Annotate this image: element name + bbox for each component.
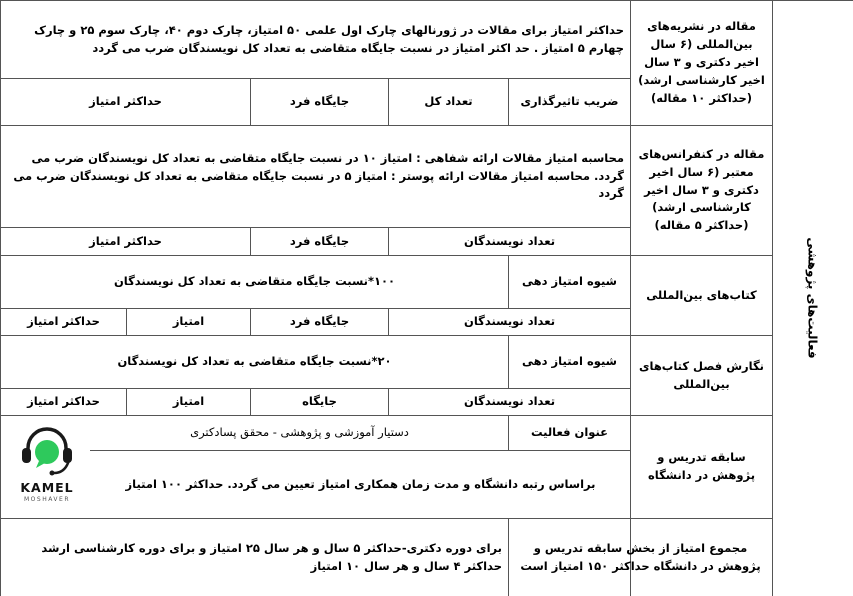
books-title: کتاب‌های بین‌المللی — [646, 287, 757, 302]
teaching-description: براساس رتبه دانشگاه و مدت زمان همکاری امتیاز تعیین می گردد. حداکثر ۱۰۰ امتیاز — [125, 476, 596, 491]
chapters-header-score: امتیاز — [172, 394, 205, 409]
chapters-header-max-score: حداکثر امتیاز — [27, 394, 100, 409]
books-method-value: ۱۰۰*نسبت جایگاه متقاضی به تعداد کل نویسندگان — [113, 274, 396, 289]
headset-chat-icon — [8, 418, 86, 480]
teaching-activity-label: عنوان فعالیت — [530, 425, 609, 440]
total-description: برای دوره دکتری-حداکثر ۵ سال و هر سال ۲۵ امتیاز و برای دوره کارشناسی ارشد حداکثر ۴ سال و هر سال ۱۰ امتیاز — [41, 540, 502, 573]
conferences-description: محاسبه امتیاز مقالات ارائه شفاهی : امتیاز ۱۰ در نسبت جایگاه متقاضی به تعداد کل نویسندگان ضرب می گردد. محاسبه امتیاز مقالات ارائه پوستر : امتیاز ۵ در نسبت جایگاه متقاضی به تعداد کل نویسندگان ضرب می گردد — [13, 150, 624, 201]
books-header-score: امتیاز — [172, 314, 205, 329]
journals-header-total: تعداد کل — [424, 94, 473, 109]
logo-subtitle: MOSHAVER — [23, 496, 70, 503]
chapters-header-authors: تعداد نویسندگان — [464, 394, 556, 409]
journals-header-position: جایگاه فرد — [289, 94, 350, 109]
conferences-header-position: جایگاه فرد — [289, 233, 350, 248]
kamel-logo — [8, 418, 86, 514]
journals-description: حداکثر امتیاز برای مقالات در ژورنالهای چارک اول علمی ۵۰ امتیاز، چارک دوم ۴۰، چارک سوم ۲۵ و چارک چهارم ۵ امتیاز . حد اکثر امتیاز در نسبت جایگاه متقاضی به تعداد کل نویسندگان ضرب می گردد — [34, 22, 624, 55]
chapters-title: نگارش فصل کتاب‌های بین‌المللی — [638, 358, 765, 391]
section-side-label — [772, 0, 853, 596]
conferences-title: مقاله در کنفرانس‌های معتبر (۶ سال اخیر دکتری و ۳ سال اخیر کارشناسی ارشد) (حداکثر ۵ مقاله) — [638, 146, 765, 233]
chapters-method-value: ۲۰*نسبت جایگاه متقاضی به تعداد کل نویسندگان — [117, 354, 392, 369]
journals-header-max-score: حداکثر امتیاز — [89, 94, 162, 109]
books-header-position: جایگاه فرد — [289, 314, 350, 329]
logo-name: KAMEL — [20, 480, 74, 495]
journals-title: مقاله در نشریه‌های بین‌المللی (۶ سال اخیر دکتری و ۳ سال اخیر کارشناسی ارشد)(حداکثر ۱۰ مقاله) — [638, 19, 765, 105]
conferences-header-authors: تعداد نویسندگان — [464, 233, 556, 248]
conferences-header-max-score: حداکثر امتیاز — [89, 233, 162, 248]
teaching-title: سابقه تدریس و پژوهش در دانشگاه — [647, 450, 756, 482]
books-header-max-score: حداکثر امتیاز — [27, 314, 100, 329]
chapters-method-label: شیوه امتیاز دهی — [522, 354, 617, 369]
section-title: فعالیت‌های پژوهشی — [805, 237, 820, 359]
journals-header-impact: ضریب تاثیرگذاری — [520, 94, 619, 109]
chapters-header-position: جایگاه — [302, 394, 337, 409]
books-header-authors: تعداد نویسندگان — [464, 314, 556, 329]
teaching-activity-value: دستیار آموزشی و پژوهشی - محقق پسادکتری — [190, 425, 409, 440]
books-method-label: شیوه امتیاز دهی — [522, 274, 617, 289]
total-title: مجموع امتیاز از بخش سابقه تدریس و پژوهش در دانشگاه حداکثر ۱۵۰ امتیاز است — [520, 540, 761, 573]
